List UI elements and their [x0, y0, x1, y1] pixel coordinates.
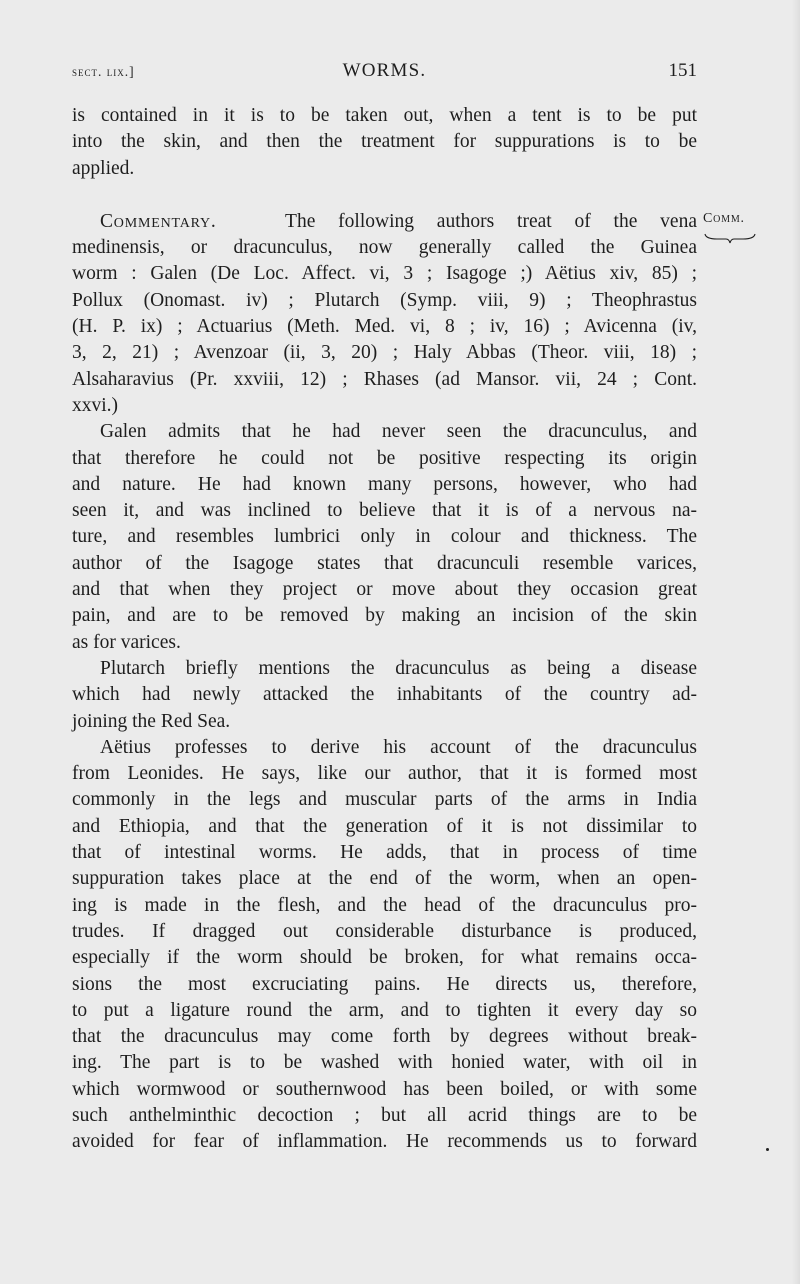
text-line: that the dracunculus may come forth by degrees without break-: [72, 1026, 697, 1048]
text-line: (H. P. ix) ; Actuarius (Meth. Med. vi, 8 ; iv, 16) ; Avicenna (iv,: [72, 316, 697, 338]
paragraph-5: [72, 735, 697, 1156]
text-line: ing is made in the flesh, and the head of the dracunculus pro-: [72, 894, 697, 916]
margin-brace-icon: [704, 232, 756, 244]
text-line: such anthelminthic decoction ; but all acrid things are to be: [72, 1104, 697, 1126]
text-line: which had newly attacked the inhabitants of the country ad-: [72, 684, 697, 706]
margin-note: Comm.: [703, 211, 745, 226]
text-line: that therefore he could not be positive respecting its origin: [72, 447, 697, 469]
body-text: [72, 103, 697, 1156]
text-line: avoided for fear of inflammation. He recommends us to forward: [72, 1131, 697, 1153]
text-line: ing. The part is to be washed with honied water, with oil in: [72, 1052, 697, 1074]
text-line: 3, 2, 21) ; Avenzoar (ii, 3, 20) ; Haly Abbas (Theor. viii, 18) ;: [72, 342, 697, 364]
paragraph-3: [72, 419, 697, 656]
text-line-content: The following authors treat of the vena: [285, 210, 697, 232]
text-line: especially if the worm should be broken, for what remains occa-: [72, 947, 697, 969]
text-line: is contained in it is to be taken out, when a tent is to be put: [72, 105, 697, 126]
section-label: sect. lix.]: [72, 64, 135, 79]
page-edge-shadow: [792, 0, 800, 1284]
text-line: Aëtius professes to derive his account of the dracunculus: [100, 736, 697, 758]
text-line: Plutarch briefly mentions the dracunculus as being a disease: [100, 657, 697, 679]
paragraph-4: [72, 656, 697, 735]
paragraph-gap: [72, 182, 697, 209]
text-line: applied.: [72, 157, 135, 179]
text-line: sions the most excruciating pains. He directs us, therefore,: [72, 973, 697, 995]
paragraph-2: [72, 209, 697, 419]
text-line: which wormwood or southernwood has been boiled, or with some: [72, 1078, 697, 1100]
text-line: commonly in the legs and muscular parts of the arms in India: [72, 789, 697, 811]
text-line: pain, and are to be removed by making an incision of the skin: [72, 605, 697, 627]
page-title: WORMS.: [342, 60, 427, 81]
text-line: xxvi.): [72, 394, 119, 416]
text-line: suppuration takes place at the end of the worm, when an open-: [72, 868, 697, 890]
text-line: author of the Isagoge states that dracunculi resemble varices,: [72, 552, 697, 574]
text-line: [72, 209, 697, 235]
text-line: and nature. He had known many persons, however, who had: [72, 473, 697, 495]
text-line: joining the Red Sea.: [72, 710, 231, 732]
text-line: Galen admits that he had never seen the dracunculus, and: [100, 421, 697, 443]
text-line: Pollux (Onomast. iv) ; Plutarch (Symp. viii, 9) ; Theophrastus: [72, 289, 697, 311]
commentary-heading: Commentary.: [100, 210, 217, 232]
paragraph-1: [72, 103, 697, 182]
text-line: worm : Galen (De Loc. Affect. vi, 3 ; Isagoge ;) Aëtius xiv, 85) ;: [72, 263, 697, 285]
text-line: into the skin, and then the treatment for suppurations is to be: [72, 131, 697, 153]
text-line: that of intestinal worms. He adds, that in process of time: [72, 842, 697, 864]
text-line: and that when they project or move about they occasion great: [72, 579, 697, 601]
ink-speck: [766, 1148, 769, 1151]
text-line: ture, and resembles lumbrici only in colour and thickness. The: [72, 526, 697, 548]
text-line: as for varices.: [72, 631, 181, 653]
text-line: from Leonides. He says, like our author, that it is formed most: [72, 763, 697, 785]
text-line: seen it, and was inclined to believe that it is of a nervous na-: [72, 500, 697, 522]
text-line: medinensis, or dracunculus, now generally called the Guinea: [72, 237, 697, 259]
text-line: and Ethiopia, and that the generation of it is not dissimilar to: [72, 815, 697, 837]
text-line: to put a ligature round the arm, and to tighten it every day so: [72, 999, 697, 1021]
text-line: trudes. If dragged out considerable disturbance is produced,: [72, 920, 697, 942]
running-head: [72, 60, 697, 86]
page-number: 151: [668, 60, 697, 81]
text-line: Alsaharavius (Pr. xxviii, 12) ; Rhases (ad Mansor. vii, 24 ; Cont.: [72, 368, 697, 390]
